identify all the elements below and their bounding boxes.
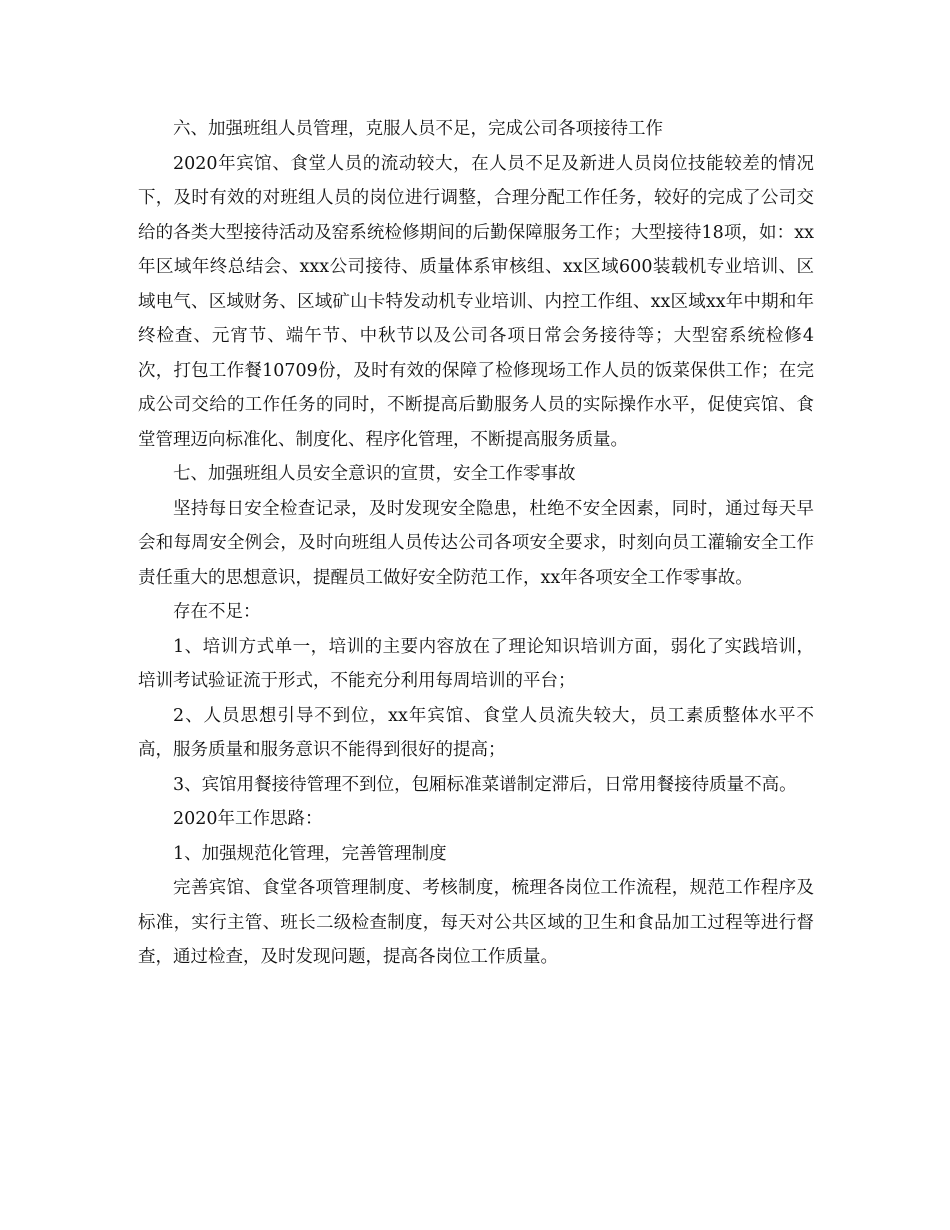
shortcoming-item-2: 2、人员思想引导不到位，xx年宾馆、食堂人员流失较大，员工素质整体水平不高，服务质量和服务意识不能得到很好的提高；	[138, 705, 814, 760]
shortcoming-item-1: 1、培训方式单一，培训的主要内容放在了理论知识培训方面，弱化了实践培训，培训考试验证流于形式，不能充分利用每周培训的平台；	[138, 636, 814, 691]
paragraph-management-system: 完善宾馆、食堂各项管理制度、考核制度，梳理各岗位工作流程，规范工作程序及标准，实行主管、班长二级检查制度，每天对公共区域的卫生和食品加工过程等进行督查，通过检查，及时发现问题，提高各岗位工作质量。	[138, 878, 814, 967]
document-body	[138, 112, 814, 975]
section-heading-six: 六、加强班组人员管理，克服人员不足，完成公司各项接待工作	[173, 119, 663, 139]
section-heading-seven: 七、加强班组人员安全意识的宣贯，安全工作零事故	[173, 464, 576, 484]
paragraph-reception-work: 2020年宾馆、食堂人员的流动较大，在人员不足及新进人员岗位技能较差的情况下，及时有效的对班组人员的岗位进行调整，合理分配工作任务，较好的完成了公司交给的各类大型接待活动及窑系统检修期间的后勤保障服务工作；大型接待18项，如：xx年区域年终总结会、xxx公司接待、质量体系审核组、xx区域600装载机专业培训、区域电气、区域财务、区域矿山卡特发动机专业培训、内控工作组、xx区域xx年中期和年终检查、元宵节、端午节、中秋节以及公司各项日常会务接待等；大型窑系统检修4次，打包工作餐10709份，及时有效的保障了检修现场工作人员的饭菜保供工作；在完成公司交给的工作任务的同时，不断提高后勤服务人员的实际操作水平，促使宾馆、食堂管理迈向标准化、制度化、程序化管理，不断提高服务质量。	[138, 153, 814, 450]
shortcoming-item-3: 3、宾馆用餐接待管理不到位，包厢标准菜谱制定滞后，日常用餐接待质量不高。	[173, 774, 797, 795]
paragraph-safety-work: 坚持每日安全检查记录，及时发现安全隐患，杜绝不安全因素，同时，通过每天早会和每周安全例会，及时向班组人员传达公司各项安全要求，时刻向员工灌输安全工作责任重大的思想意识，提醒员工做好安全防范工作，xx年各项安全工作零事故。	[138, 498, 814, 588]
heading-shortcomings: 存在不足：	[173, 602, 261, 622]
heading-work-plan: 2020年工作思路：	[173, 809, 323, 829]
plan-item-1: 1、加强规范化管理，完善管理制度	[173, 843, 447, 864]
